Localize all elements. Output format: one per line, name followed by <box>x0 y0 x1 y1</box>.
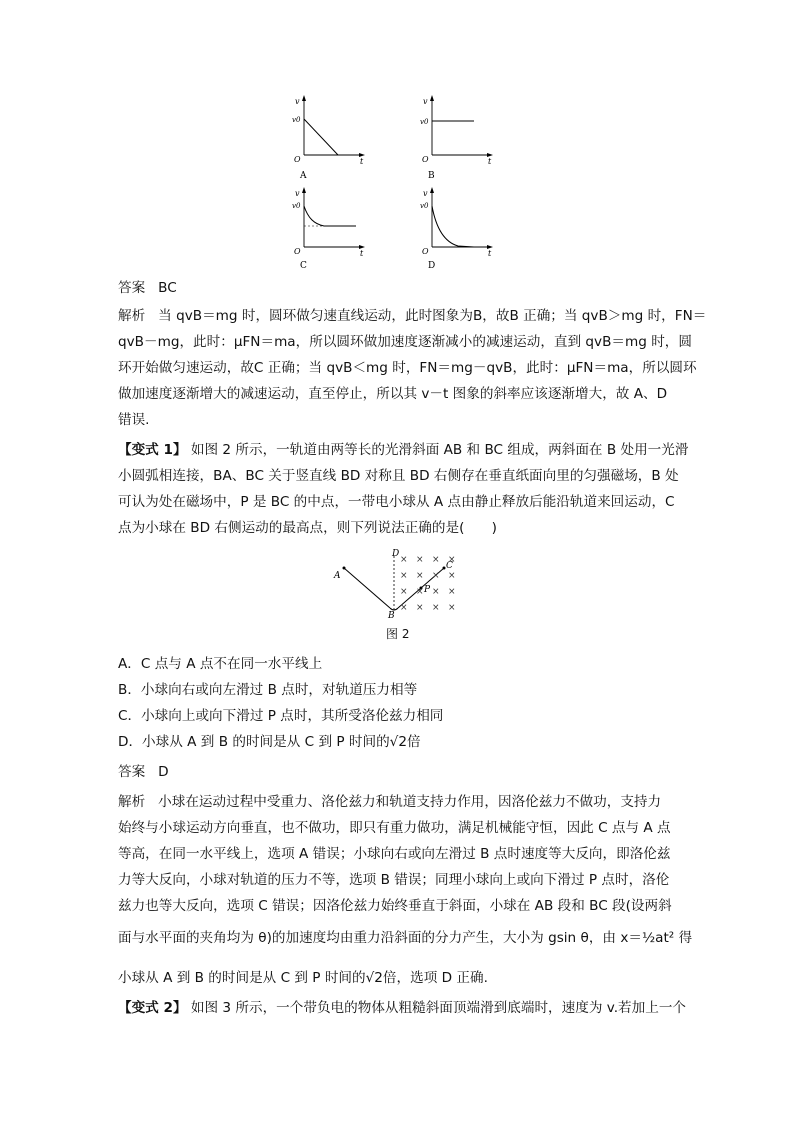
origin-label: O <box>294 155 301 164</box>
svg-text:×: × <box>432 587 440 597</box>
point-c-label: C <box>446 561 453 571</box>
graph-label-b: B <box>428 171 435 181</box>
analysis-1-line-5: 错误. <box>118 412 150 428</box>
variant-1-line-1 <box>118 438 688 458</box>
answer-value: D <box>158 764 169 780</box>
analysis-2-line-5: 兹力也等大反向，选项 C 错误；因洛伦兹力始终垂直于斜面，小球在 AB 段和 BC 段(设两斜 <box>118 898 672 914</box>
svg-text:×: × <box>432 603 440 613</box>
answer-label: 答案 <box>118 280 146 296</box>
t-axis-label: t <box>360 249 364 258</box>
v-axis-label: v <box>295 189 300 198</box>
origin-label: O <box>422 155 429 164</box>
v0-label: v0 <box>420 202 429 210</box>
answer-1 <box>118 276 177 296</box>
t-axis-label: t <box>360 157 364 166</box>
graph-label-d: D <box>428 261 436 271</box>
svg-text:×: × <box>416 555 424 565</box>
v-axis-label: v <box>423 97 428 106</box>
answer-value: BC <box>158 280 177 296</box>
analysis-label: 解析 <box>118 794 146 810</box>
point-a-label: A <box>334 571 341 581</box>
v-axis-label: v <box>423 189 428 198</box>
option-b: B．小球向右或向左滑过 B 点时，对轨道压力相等 <box>118 682 418 698</box>
answer-2 <box>118 760 169 780</box>
variant-1-line-2: 小圆弧相连接，BA、BC 关于竖直线 BD 对称且 BD 右侧存在垂直纸面向里的匀强磁场，B 处 <box>118 468 679 484</box>
v0-label: v0 <box>420 118 429 126</box>
origin-label: O <box>422 247 429 256</box>
analysis-label: 解析 <box>118 308 146 324</box>
vt-graphs-figure <box>280 92 510 272</box>
analysis-1-line-2: qvB－mg，此时：μFN＝ma，所以圆环做加速度逐渐减小的减速运动，直到 qvB＝mg 时，圆 <box>118 334 692 350</box>
figure-2-caption: 图 2 <box>386 627 410 641</box>
variant-1-line-4: 点为小球在 BD 右侧运动的最高点，则下列说法正确的是( ) <box>118 520 497 536</box>
variant-label: 【变式 2】 <box>118 1000 187 1016</box>
option-a: A．C 点与 A 点不在同一水平线上 <box>118 656 323 672</box>
variant-2-line-1 <box>118 996 686 1016</box>
svg-text:×: × <box>448 587 456 597</box>
t-axis-label: t <box>488 157 492 166</box>
variant-1-line-3: 可认为处在磁场中，P 是 BC 的中点，一带电小球从 A 点由静止释放后能沿轨道来回运动，C <box>118 494 675 510</box>
svg-text:×: × <box>400 555 408 565</box>
point-b-label: B <box>388 611 395 618</box>
point-d-label: D <box>392 549 400 559</box>
svg-text:×: × <box>432 555 440 565</box>
graph-c <box>292 187 365 271</box>
svg-text:×: × <box>416 603 424 613</box>
analysis-2-line-3: 等高，在同一水平线上，选项 A 错误；小球向右或向左滑过 B 点时速度等大反向，即洛伦兹 <box>118 846 671 862</box>
svg-text:×: × <box>416 587 424 597</box>
svg-text:×: × <box>448 603 456 613</box>
analysis-1-line-3: 环开始做匀速运动，故C 正确；当 qvB＜mg 时，FN＝mg－qvB，此时：μFN＝ma，所以圆环 <box>118 360 697 376</box>
v-axis-label: v <box>295 97 300 106</box>
svg-text:×: × <box>400 603 408 613</box>
analysis-1-line-4: 做加速度逐渐增大的减速运动，直至停止，所以其 v－t 图象的斜率应该逐渐增大，故 A、D <box>118 386 668 402</box>
v0-label: v0 <box>292 202 301 210</box>
v0-label: v0 <box>292 116 301 124</box>
option-c: C．小球向上或向下滑过 P 点时，其所受洛伦兹力相同 <box>118 708 444 724</box>
graph-a <box>292 95 365 181</box>
graph-b <box>420 95 493 181</box>
svg-text:×: × <box>448 555 456 565</box>
svg-text:×: × <box>400 587 408 597</box>
analysis-2-line-1 <box>118 790 661 810</box>
analysis-2-line-6: 面与水平面的夹角均为 θ)的加速度均由重力沿斜面的分力产生，大小为 gsin θ，由 x＝½at² 得 <box>118 930 693 946</box>
variant-label: 【变式 1】 <box>118 442 187 458</box>
option-d: D．小球从 A 到 B 的时间是从 C 到 P 时间的√2倍 <box>118 734 421 750</box>
t-axis-label: t <box>488 249 492 258</box>
figure-2-diagram <box>330 548 470 618</box>
analysis-text: 当 qvB＝mg 时，圆环做匀速直线运动，此时图象为B，故B 正确；当 qvB＞mg 时，FN＝ <box>158 308 707 324</box>
answer-label: 答案 <box>118 764 146 780</box>
origin-label: O <box>294 247 301 256</box>
variant-text: 如图 2 所示，一轨道由两等长的光滑斜面 AB 和 BC 组成，两斜面在 B 处用一光滑 <box>190 442 689 458</box>
graph-d <box>420 187 493 271</box>
svg-text:×: × <box>448 571 456 581</box>
analysis-text: 小球在运动过程中受重力、洛伦兹力和轨道支持力作用，因洛伦兹力不做功，支持力 <box>158 794 662 810</box>
variant-text: 如图 3 所示，一个带负电的物体从粗糙斜面顶端滑到底端时，速度为 v.若加上一个 <box>190 1000 687 1016</box>
svg-text:×: × <box>432 571 440 581</box>
svg-text:×: × <box>416 571 424 581</box>
graph-label-c: C <box>300 261 307 271</box>
analysis-2-line-7: 小球从 A 到 B 的时间是从 C 到 P 时间的√2倍，选项 D 正确. <box>118 970 488 986</box>
graph-label-a: A <box>300 171 307 181</box>
svg-text:×: × <box>400 571 408 581</box>
analysis-2-line-2: 始终与小球运动方向垂直，也不做功，即只有重力做功，满足机械能守恒，因此 C 点与 A 点 <box>118 820 671 836</box>
analysis-2-line-4: 力等大反向，小球对轨道的压力不等，选项 B 错误；同理小球向上或向下滑过 P 点时，洛伦 <box>118 872 670 888</box>
point-p-label: P <box>424 585 431 595</box>
analysis-1-line-1 <box>118 304 706 324</box>
